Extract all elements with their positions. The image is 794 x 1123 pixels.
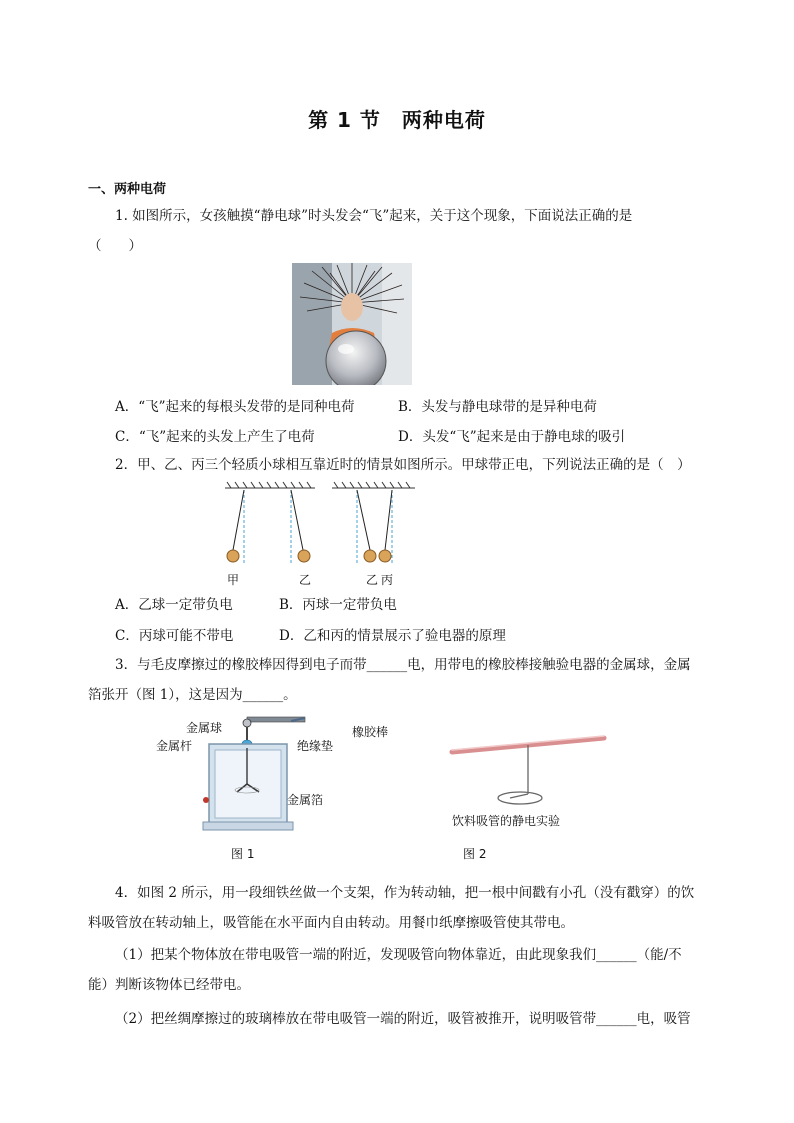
q4-sub2-line1: （2）把丝绸摩擦过的玻璃棒放在带电吸管一端的附近，吸管被推开，说明吸管带______电，吸管 [115,1011,691,1027]
q3-stem-line2: 箔张开（图 1），这是因为______。 [88,687,297,703]
label-metal-foil: 金属箔 [287,793,324,807]
page-title: 第 1 节 两种电荷 [308,108,486,132]
label-insulator: 绝缘垫 [297,739,334,753]
section-heading: 一、两种电荷 [88,182,167,197]
figure1-caption: 图 1 [231,847,255,861]
metal-ball [243,719,251,727]
q2-option-b: B．丙球一定带负电 [279,597,397,613]
ceiling-right [332,482,415,488]
straw-figure [448,730,608,810]
q4-sub1-line1: （1）把某个物体放在带电吸管一端的附近，发现吸管向物体靠近，由此现象我们______（能/不 [115,947,682,963]
label-bing: 丙 [381,573,394,587]
q2-option-a: A．乙球一定带负电 [115,597,233,613]
q2-stem: 2．甲、乙、丙三个轻质小球相互靠近时的情景如图所示。甲球带正电，下列说法正确的是（ ） [115,457,691,473]
q4-sub1-line2: 能）判断该物体已经带电。 [88,977,250,993]
label-rubber-rod: 橡胶棒 [352,725,389,739]
q4-stem-line2: 料吸管放在转动轴上，吸管能在水平面内自由转动。用餐巾纸摩擦吸管使其带电。 [88,915,574,931]
q1-option-b: B．头发与静电球带的是异种电荷 [398,399,597,415]
q3-stem-line1: 3．与毛皮摩擦过的橡胶棒因得到电子而带______电，用带电的橡胶棒接触验电器的金属球，金属 [115,657,691,673]
straw-description: 饮料吸管的静电实验 [452,814,561,828]
ceiling-left [225,482,315,488]
static-ball-photo [292,263,412,385]
label-yi-2: 乙 [366,573,379,587]
label-metal-ball: 金属球 [186,721,223,735]
label-yi: 乙 [299,573,312,587]
label-metal-rod: 金属杆 [156,739,193,753]
q1-stem-line2: （ ） [88,238,142,254]
q2-option-d: D．乙和丙的情景展示了验电器的原理 [279,628,506,644]
q2-option-c: C．丙球可能不带电 [115,628,234,644]
q1-stem-line1: 1. 如图所示，女孩触摸“静电球”时头发会“飞”起来，关于这个现象，下面说法正确的是 [115,208,633,224]
q1-option-d: D．头发“飞”起来是由于静电球的吸引 [398,429,626,445]
q4-stem-line1: 4．如图 2 所示，用一段细铁丝做一个支架，作为转动轴，把一根中间戳有小孔（没有戳穿）的饮 [115,885,695,901]
label-jia: 甲 [227,573,240,587]
q1-option-a: A．“飞”起来的每根头发带的是同种电荷 [115,399,355,415]
q1-option-c: C．“飞”起来的头发上产生了电荷 [115,429,315,445]
figure2-caption: 图 2 [463,847,487,861]
